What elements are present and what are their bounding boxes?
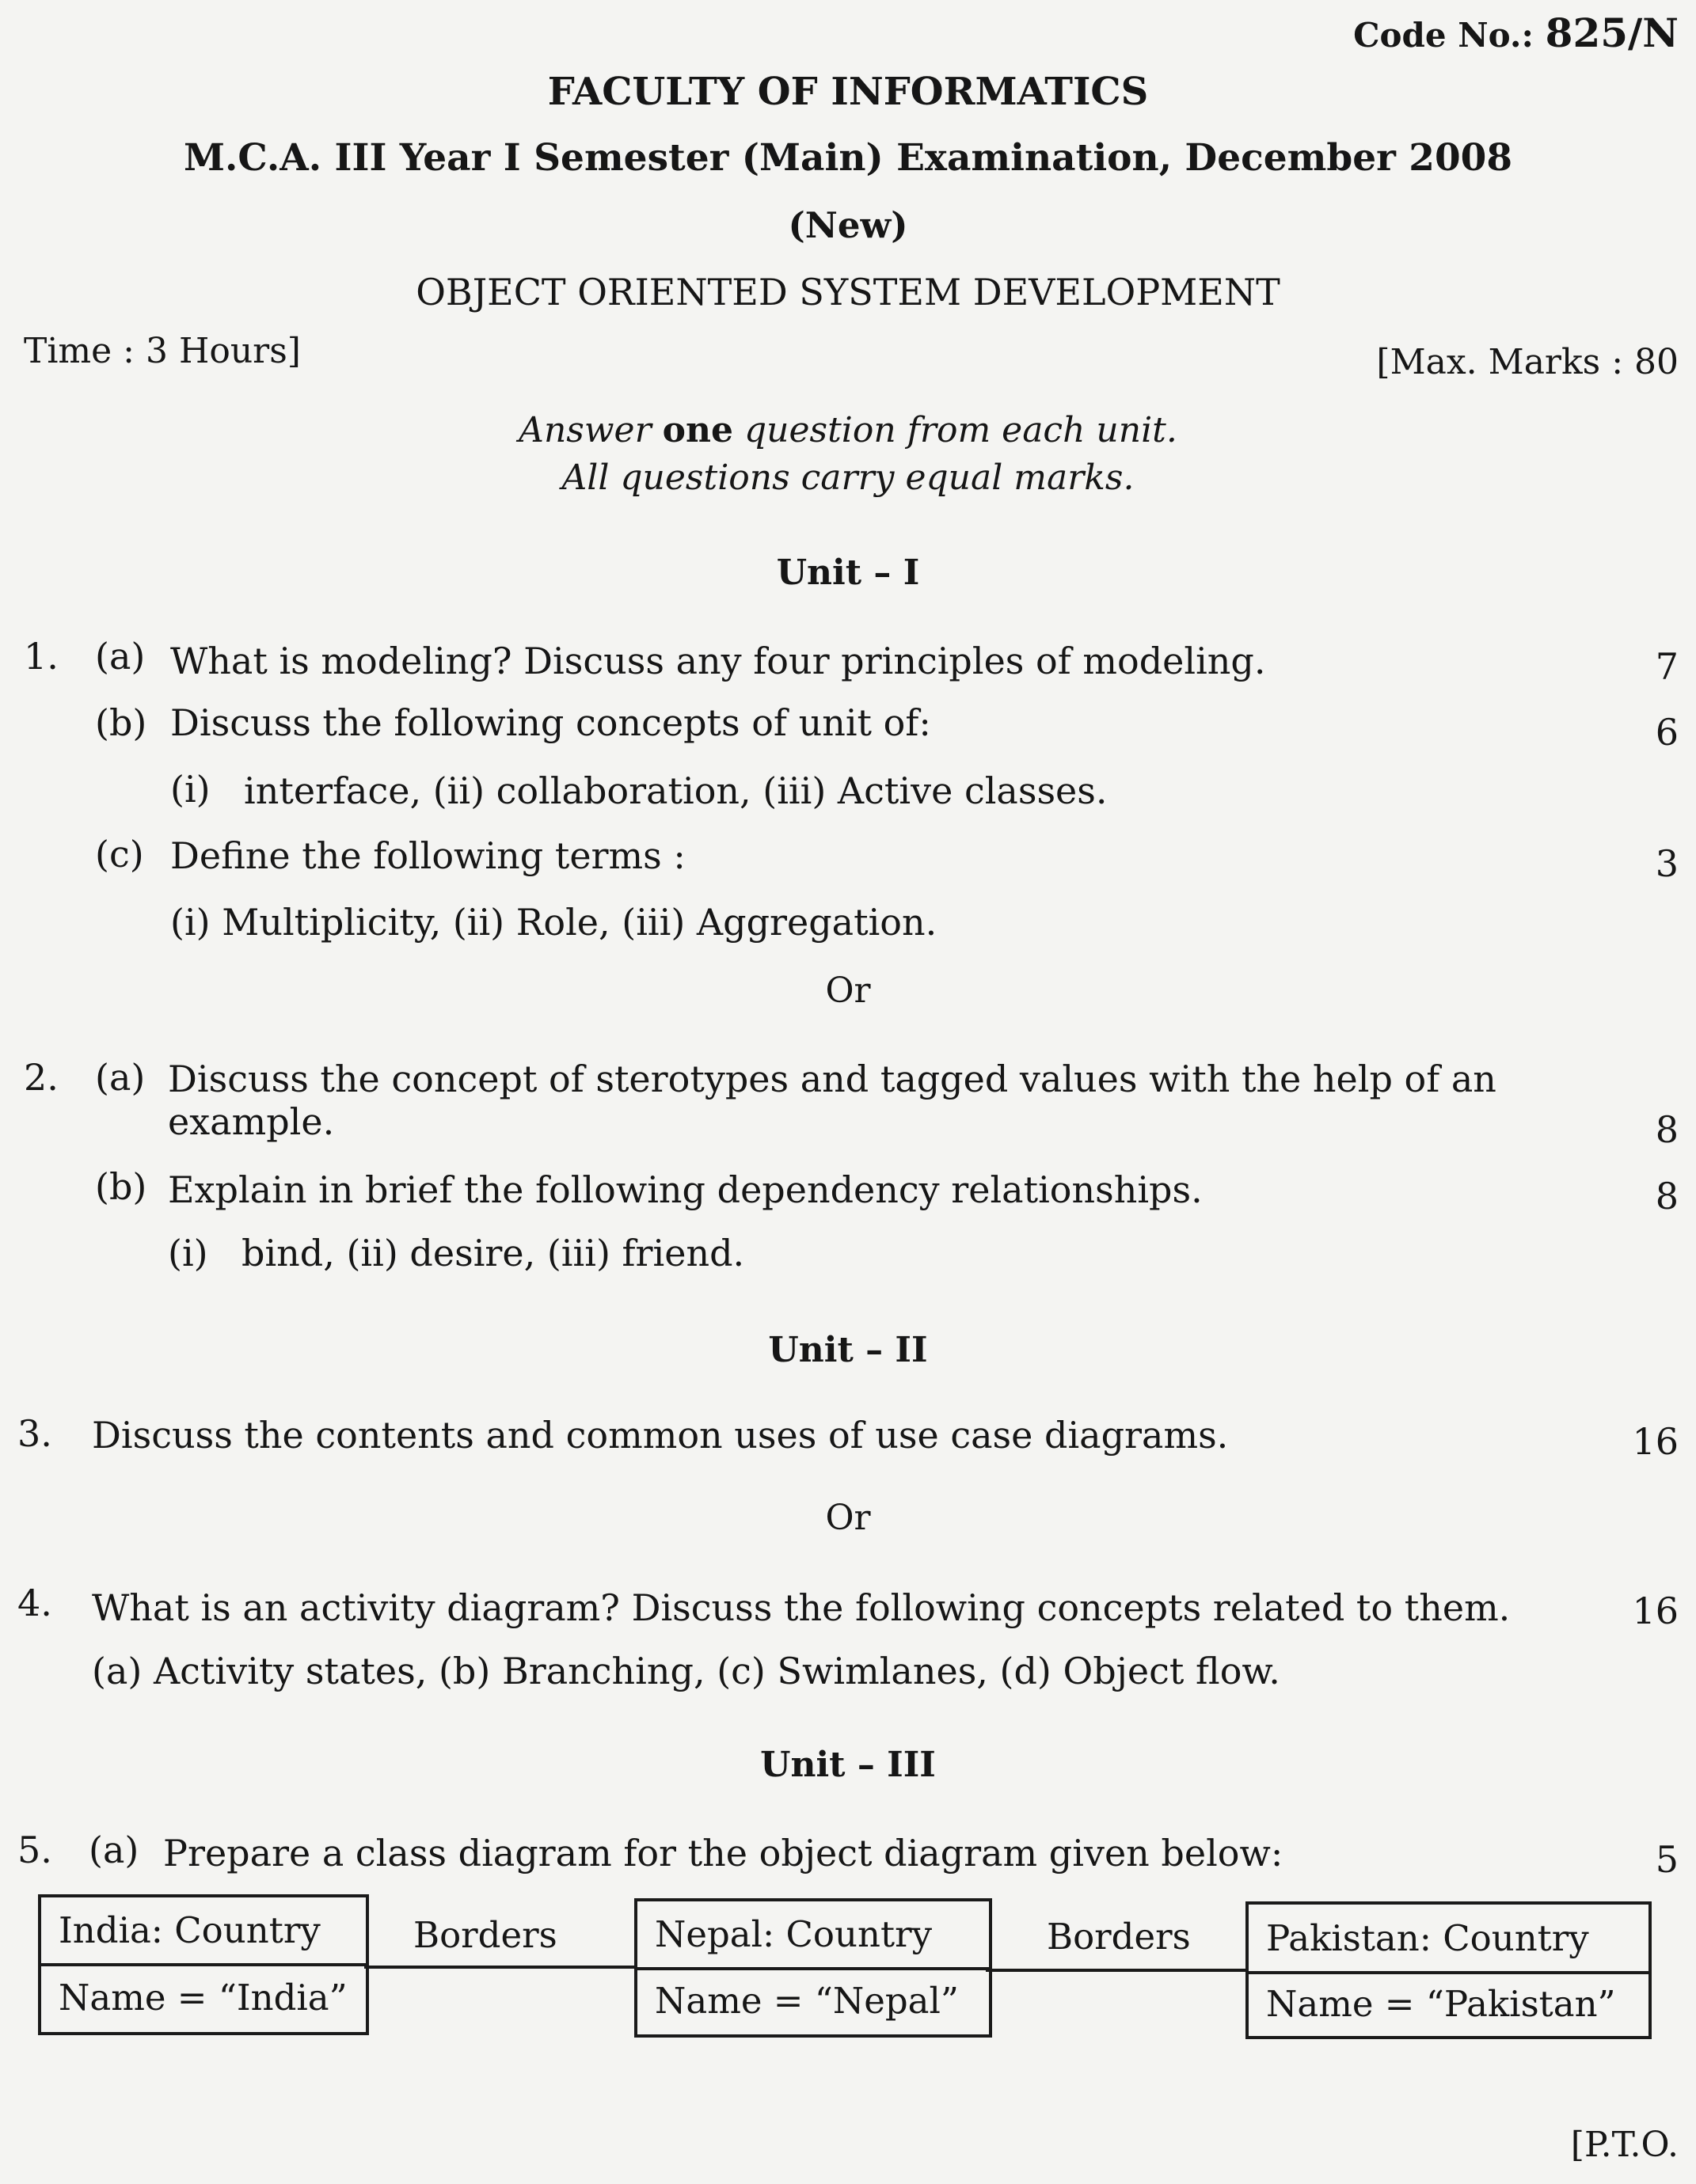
q2a-marks: 8: [1655, 1108, 1679, 1151]
object-box-india: [38, 1894, 369, 2035]
q5a-text: Prepare a class diagram for the object diagram given below:: [163, 1832, 1283, 1874]
q2b-marks: 8: [1655, 1175, 1679, 1217]
instruction-emphasis: one: [662, 410, 733, 450]
faculty-title: FACULTY OF INFORMATICS: [547, 70, 1149, 114]
object-box-nepal: [634, 1898, 992, 2038]
scheme-label: (New): [788, 204, 908, 246]
link-line-2: [986, 1969, 1247, 1972]
link-line-1: [364, 1966, 635, 1969]
code-label: Code No.:: [1353, 16, 1534, 55]
q4-text: What is an activity diagram? Discuss the following concepts related to them.: [92, 1586, 1511, 1629]
time-label: Time : 3 Hours]: [24, 331, 301, 371]
subject-title: OBJECT ORIENTED SYSTEM DEVELOPMENT: [416, 271, 1280, 313]
q1b-sub-text: interface, (ii) collaboration, (iii) Active classes.: [244, 769, 1108, 812]
instruction-line-1: [0, 410, 1696, 450]
instruction-pre: Answer: [519, 410, 652, 450]
object-attribute: Name = “India”: [59, 1977, 348, 2019]
q1c-label: (c): [95, 833, 144, 875]
q1a-marks: 7: [1655, 645, 1679, 688]
q1b-text: Discuss the following concepts of unit of:: [170, 701, 931, 744]
q1a-text: What is modeling? Discuss any four principles of modeling.: [170, 640, 1266, 682]
q2-number: 2.: [24, 1056, 59, 1099]
q3-number: 3.: [17, 1412, 52, 1455]
max-marks-label: [Max. Marks : 80: [1376, 342, 1679, 382]
pto-label: [P.T.O.: [1570, 2125, 1679, 2165]
q1c-sub-text: (i) Multiplicity, (ii) Role, (iii) Aggregation.: [170, 901, 937, 944]
q1b-label: (b): [95, 701, 147, 744]
exam-title: M.C.A. III Year I Semester (Main) Examination, December 2008: [183, 136, 1513, 180]
q2a-label: (a): [95, 1056, 146, 1099]
q4-marks: 16: [1632, 1590, 1679, 1632]
q1-number: 1.: [24, 635, 59, 678]
q5a-label: (a): [89, 1829, 139, 1871]
q4-sub-text: (a) Activity states, (b) Branching, (c) Swimlanes, (d) Object flow.: [92, 1650, 1280, 1692]
unit-1-heading: Unit – I: [776, 553, 920, 593]
object-title: Nepal: Country: [655, 1913, 933, 1955]
q2a-text-line1: Discuss the concept of sterotypes and tagged values with the help of an: [168, 1058, 1496, 1100]
q2b-text: Explain in brief the following dependency relationships.: [168, 1168, 1203, 1211]
q1a-label: (a): [95, 635, 146, 678]
q5a-marks: 5: [1655, 1838, 1679, 1881]
link-label-1: Borders: [413, 1914, 557, 1956]
object-title: India: Country: [59, 1909, 321, 1951]
code-value: 825/N: [1545, 9, 1679, 56]
object-attribute: Name = “Pakistan”: [1266, 1982, 1616, 2025]
q3-marks: 16: [1632, 1420, 1679, 1463]
q3-text: Discuss the contents and common uses of use case diagrams.: [92, 1414, 1229, 1457]
q2b-sub-text: bind, (ii) desire, (iii) friend.: [241, 1232, 745, 1274]
q4-number: 4.: [17, 1582, 52, 1624]
unit-3-heading: Unit – III: [760, 1745, 936, 1785]
code-number: [1353, 9, 1679, 56]
q5-number: 5.: [17, 1829, 52, 1871]
q2b-label: (b): [95, 1165, 147, 1208]
instruction-post: question from each unit.: [743, 410, 1177, 450]
object-title: Pakistan: Country: [1266, 1916, 1589, 1959]
q2b-sub-label: (i): [168, 1232, 208, 1274]
instruction-line-2: All questions carry equal marks.: [561, 458, 1135, 498]
q2a-text-line2: example.: [168, 1100, 335, 1143]
q1b-sub-label: (i): [170, 768, 211, 811]
q1c-text: Define the following terms :: [170, 834, 686, 877]
q1b-marks: 6: [1655, 711, 1679, 754]
object-attribute: Name = “Nepal”: [655, 1980, 959, 2022]
or-separator-2: Or: [825, 1498, 871, 1538]
unit-2-heading: Unit – II: [768, 1330, 928, 1370]
object-box-pakistan: [1245, 1901, 1652, 2039]
q1c-marks: 3: [1655, 842, 1679, 885]
or-separator-1: Or: [825, 970, 871, 1011]
link-label-2: Borders: [1047, 1916, 1191, 1958]
